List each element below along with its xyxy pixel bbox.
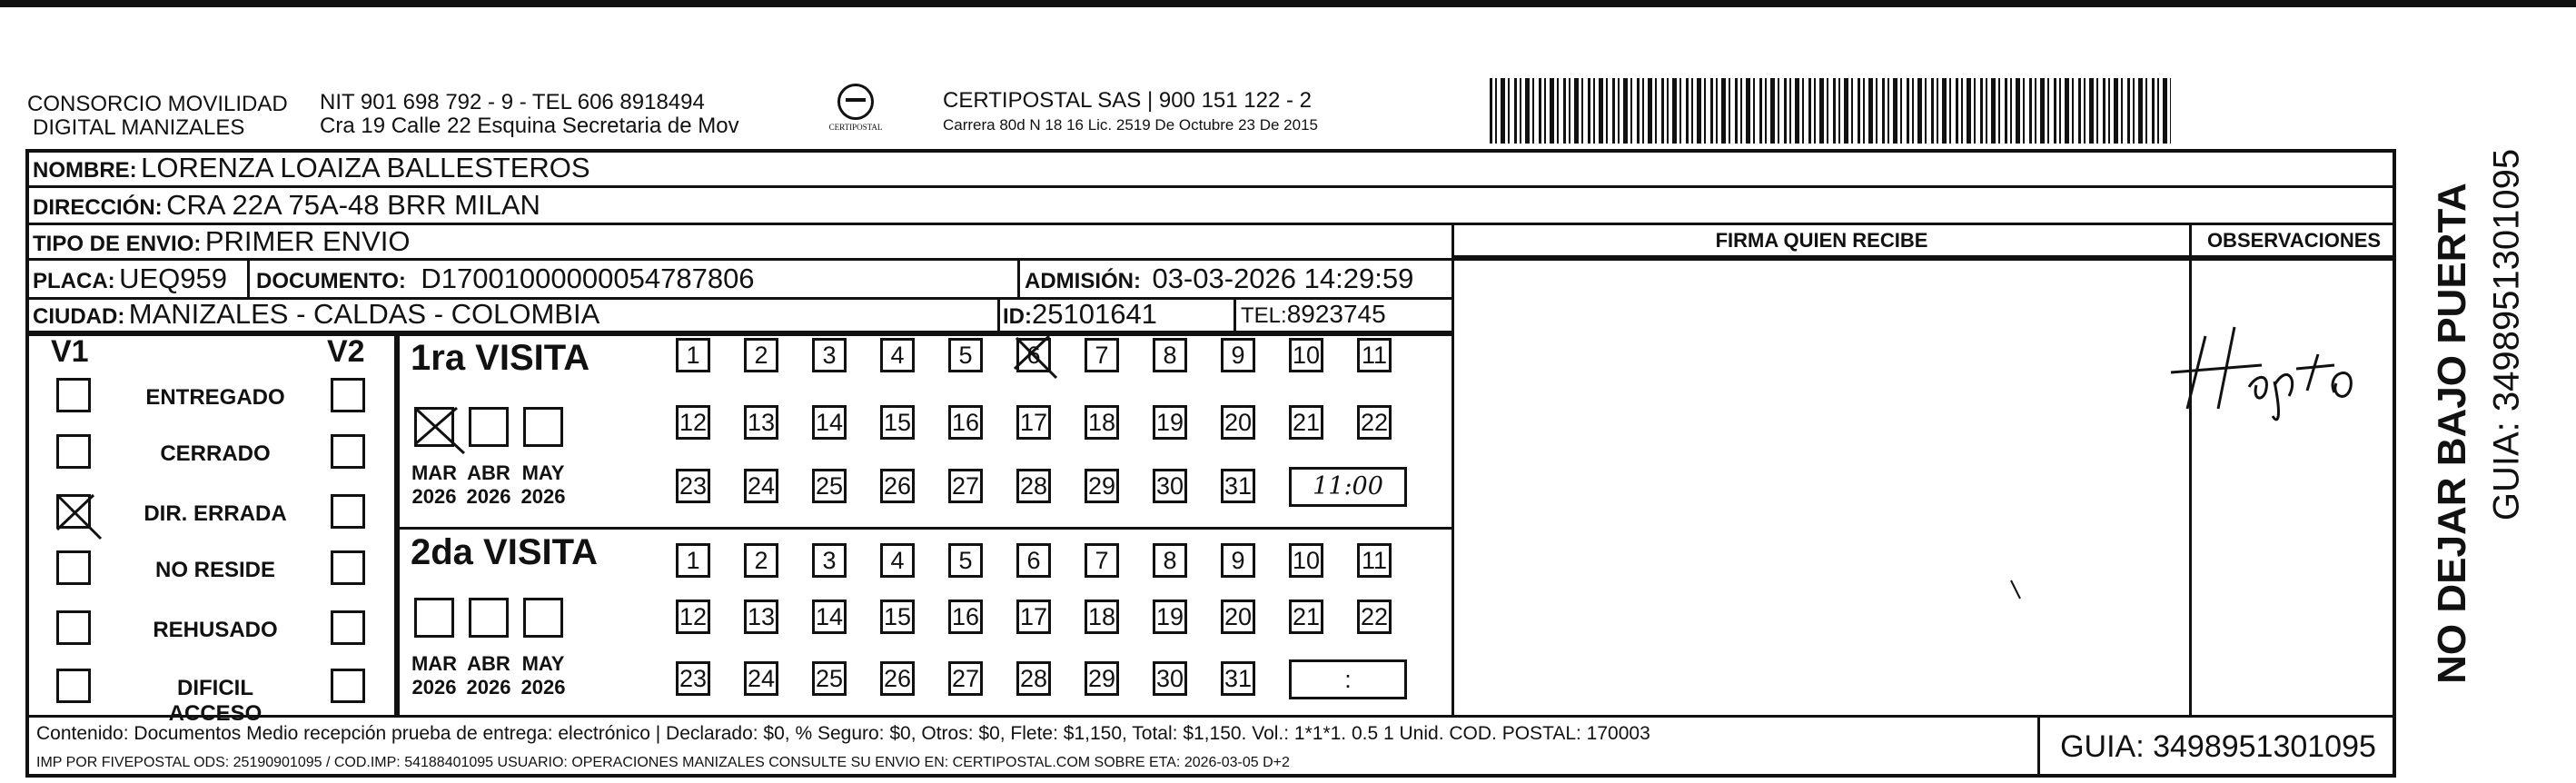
v1-label: V1 xyxy=(51,334,89,369)
side-guia-text: GUIA: 3498951301095 xyxy=(2486,148,2527,521)
day-box[interactable]: 24 xyxy=(744,661,778,696)
nombre-value: LORENZA LOAIZA BALLESTEROS xyxy=(141,152,590,183)
day-box[interactable]: 26 xyxy=(880,469,915,503)
divider xyxy=(397,527,1451,530)
month-label xyxy=(463,461,514,509)
ciudad-row xyxy=(33,299,599,335)
org-contact xyxy=(320,91,739,138)
status-label: NO RESIDE xyxy=(154,558,276,582)
placa-label: PLACA: xyxy=(33,269,115,293)
v1-checkbox[interactable] xyxy=(56,494,91,529)
org-name-line1: CONSORCIO MOVILIDAD xyxy=(27,92,288,116)
guia-number: GUIA: 3498951301095 xyxy=(2060,729,2376,764)
id-label: ID: xyxy=(1003,304,1032,329)
v2-checkbox[interactable] xyxy=(331,610,365,645)
day-box[interactable]: 11 xyxy=(1357,543,1392,578)
month-name: MAY xyxy=(521,461,565,484)
ciudad-label: CIUDAD: xyxy=(33,304,125,329)
month-checkbox[interactable] xyxy=(523,407,563,447)
day-box[interactable]: 6 xyxy=(1016,338,1051,372)
placa-value: UEQ959 xyxy=(119,263,228,294)
v1-checkbox[interactable] xyxy=(56,434,91,469)
month-checkbox[interactable] xyxy=(469,598,509,638)
direccion-row xyxy=(33,190,540,226)
day-box[interactable]: 8 xyxy=(1153,543,1187,578)
day-box[interactable]: 16 xyxy=(948,405,983,440)
day-box[interactable]: 2 xyxy=(744,338,778,372)
day-box[interactable]: 3 xyxy=(812,338,847,372)
divider xyxy=(1017,258,1020,298)
day-box[interactable]: 28 xyxy=(1016,469,1051,503)
day-box[interactable]: 17 xyxy=(1016,600,1051,634)
day-box[interactable]: 10 xyxy=(1289,338,1323,372)
day-box[interactable]: 9 xyxy=(1221,543,1255,578)
day-box[interactable]: 24 xyxy=(744,469,778,503)
day-box[interactable]: 11 xyxy=(1357,338,1392,372)
month-year: 2026 xyxy=(520,676,566,699)
day-check-mark xyxy=(1016,338,1017,339)
day-box[interactable]: 14 xyxy=(812,600,847,634)
month-name: MAR xyxy=(411,461,458,484)
v1-checkbox[interactable] xyxy=(56,550,91,585)
day-box[interactable]: 28 xyxy=(1016,661,1051,696)
tipo-envio-label: TIPO DE ENVIO: xyxy=(33,232,202,256)
day-box[interactable]: 9 xyxy=(1221,338,1255,372)
day-box[interactable]: 23 xyxy=(676,661,710,696)
nit-line: NIT 901 698 792 - 9 - TEL 606 8918494 xyxy=(320,90,705,114)
day-box[interactable]: 3 xyxy=(812,543,847,578)
month-checkbox[interactable] xyxy=(414,598,454,638)
day-box[interactable]: 10 xyxy=(1289,543,1323,578)
day-box[interactable]: 13 xyxy=(744,600,778,634)
day-box[interactable]: 20 xyxy=(1221,600,1255,634)
month-label xyxy=(463,652,514,699)
v1-checkbox[interactable] xyxy=(56,610,91,645)
direccion-label: DIRECCIÓN: xyxy=(33,195,163,220)
day-box[interactable]: 26 xyxy=(880,661,915,696)
day-box[interactable]: 6 xyxy=(1016,543,1051,578)
month-year: 2026 xyxy=(466,676,511,699)
footer-contents: Contenido: Documentos Medio recepción prueba de entrega: electrónico | Declarado: $0, % Seguro: $0, Otros: $0, Flete: $1,150, Total: $1,150. Vol.: 1*1*1. 0.5 1 Unid. COD. POSTAL: 170003 xyxy=(36,723,1650,744)
day-box[interactable]: 20 xyxy=(1221,405,1255,440)
logo-text: CERTIPOSTAL xyxy=(828,123,883,132)
day-box[interactable]: 29 xyxy=(1085,661,1119,696)
v2-checkbox[interactable] xyxy=(331,434,365,469)
month-label xyxy=(409,652,460,699)
day-box[interactable]: 7 xyxy=(1085,543,1119,578)
day-box[interactable]: 1 xyxy=(676,543,710,578)
logo-icon xyxy=(837,84,874,120)
status-label: DIR. ERRADA xyxy=(144,501,287,526)
time-box[interactable]: 11:00 xyxy=(1289,467,1407,507)
month-label xyxy=(409,461,460,509)
org-name-line2: DIGITAL MANIZALES xyxy=(33,115,245,140)
status-label: ENTREGADO xyxy=(145,385,285,410)
day-box[interactable]: 4 xyxy=(880,543,915,578)
documento-label: DOCUMENTO: xyxy=(256,269,406,293)
v1-checkbox[interactable] xyxy=(56,669,91,703)
day-box[interactable]: 14 xyxy=(812,405,847,440)
day-box[interactable]: 5 xyxy=(948,543,983,578)
first-visit-title: 1ra VISITA xyxy=(411,338,590,378)
ciudad-value: MANIZALES - CALDAS - COLOMBIA xyxy=(128,298,600,330)
day-box[interactable]: 7 xyxy=(1085,338,1119,372)
month-checkbox[interactable] xyxy=(414,407,454,447)
divider xyxy=(1234,297,1236,333)
divider xyxy=(247,258,250,298)
stray-mark xyxy=(2007,577,2026,604)
day-box[interactable]: 12 xyxy=(676,405,710,440)
company-info xyxy=(943,89,1318,134)
firma-header: FIRMA QUIEN RECIBE xyxy=(1715,229,1928,252)
day-box[interactable]: 21 xyxy=(1289,405,1323,440)
observaciones-handwriting xyxy=(2162,309,2389,427)
month-name: MAR xyxy=(411,652,458,675)
tel-field xyxy=(1241,299,1386,334)
divider xyxy=(397,333,400,715)
v1-checkbox[interactable] xyxy=(56,378,91,412)
day-box[interactable]: 25 xyxy=(812,469,847,503)
signature-area[interactable] xyxy=(1454,261,2189,715)
day-box[interactable]: 2 xyxy=(744,543,778,578)
month-checkbox[interactable] xyxy=(469,407,509,447)
time-box[interactable]: : xyxy=(1289,659,1407,699)
org-name xyxy=(27,93,288,140)
nombre-label: NOMBRE: xyxy=(33,158,137,183)
footer-imp-info: IMP POR FIVEPOSTAL ODS: 25190901095 / COD.IMP: 54188401095 USUARIO: OPERACIONES MANIZALES CONSULTE SU ENVIO EN: CERTIPOSTAL.COM SOBRE ETA: 2026-03-05 D+2 xyxy=(36,755,1290,770)
no-dejar-notice: NO DEJAR BAJO PUERTA xyxy=(2430,183,2474,684)
divider xyxy=(25,715,2396,718)
handwriting-text: Hapto xyxy=(2162,309,2165,310)
tel-value: 8923745 xyxy=(1286,300,1386,328)
day-box[interactable]: 31 xyxy=(1221,469,1255,503)
license-line: Carrera 80d N 18 16 Lic. 2519 De Octubre 23 De 2015 xyxy=(943,116,1318,134)
top-edge-line xyxy=(0,0,2576,7)
divider xyxy=(997,297,1000,333)
direccion-value: CRA 22A 75A-48 BRR MILAN xyxy=(166,189,540,221)
day-box[interactable]: 18 xyxy=(1085,600,1119,634)
day-box[interactable]: 27 xyxy=(948,469,983,503)
day-box[interactable]: 21 xyxy=(1289,600,1323,634)
day-box[interactable]: 30 xyxy=(1153,661,1187,696)
nombre-row xyxy=(33,153,590,189)
admision-label: ADMISIÓN: xyxy=(1025,269,1141,293)
month-year: 2026 xyxy=(411,676,457,699)
v2-label: V2 xyxy=(327,334,365,369)
month-label xyxy=(518,461,569,509)
month-year: 2026 xyxy=(411,485,457,508)
day-box[interactable]: 8 xyxy=(1153,338,1187,372)
day-box[interactable]: 27 xyxy=(948,661,983,696)
day-box[interactable]: 22 xyxy=(1357,600,1392,634)
v2-checkbox[interactable] xyxy=(331,669,365,703)
id-field xyxy=(1003,299,1157,335)
day-box[interactable]: 18 xyxy=(1085,405,1119,440)
day-box[interactable]: 31 xyxy=(1221,661,1255,696)
certipostal-logo xyxy=(828,84,883,138)
admision-value: 03-03-2026 14:29:59 xyxy=(1152,263,1414,294)
month-name: ABR xyxy=(467,461,510,484)
day-box[interactable]: 15 xyxy=(880,600,915,634)
month-checkbox[interactable] xyxy=(523,598,563,638)
day-box[interactable]: 22 xyxy=(1357,405,1392,440)
status-label: DIFICIL ACCESO xyxy=(168,676,263,726)
divider xyxy=(1451,255,2396,258)
day-box[interactable]: 30 xyxy=(1153,469,1187,503)
status-label: CERRADO xyxy=(160,441,271,466)
admision-field xyxy=(1025,263,1413,300)
month-year: 2026 xyxy=(466,485,511,508)
tel-label: TEL: xyxy=(1241,303,1287,328)
day-box[interactable]: 4 xyxy=(880,338,915,372)
documento-field xyxy=(256,263,755,300)
day-box[interactable]: 25 xyxy=(812,661,847,696)
company-line: CERTIPOSTAL SAS | 900 151 122 - 2 xyxy=(943,88,1312,113)
observaciones-header: OBSERVACIONES xyxy=(2206,229,2382,252)
month-name: MAY xyxy=(521,652,565,675)
day-box[interactable]: 1 xyxy=(676,338,710,372)
month-year: 2026 xyxy=(520,485,566,508)
address-line: Cra 19 Calle 22 Esquina Secretaria de Mov xyxy=(320,114,739,138)
month-name: ABR xyxy=(467,652,510,675)
day-box[interactable]: 15 xyxy=(880,405,915,440)
day-box[interactable]: 23 xyxy=(676,469,710,503)
day-box[interactable]: 16 xyxy=(948,600,983,634)
month-label xyxy=(518,652,569,699)
v2-checkbox[interactable] xyxy=(331,378,365,412)
day-box[interactable]: 5 xyxy=(948,338,983,372)
day-box[interactable]: 12 xyxy=(676,600,710,634)
second-visit-title: 2da VISITA xyxy=(411,532,598,572)
documento-value: D17001000000054787806 xyxy=(421,263,755,294)
v2-checkbox[interactable] xyxy=(331,494,365,529)
tipo-envio-value: PRIMER ENVIO xyxy=(204,225,411,257)
tipo-envio-row xyxy=(33,226,410,263)
placa-field xyxy=(33,263,227,300)
day-box[interactable]: 29 xyxy=(1085,469,1119,503)
day-box[interactable]: 19 xyxy=(1153,405,1187,440)
id-value: 25101641 xyxy=(1032,298,1157,330)
day-box[interactable]: 19 xyxy=(1153,600,1187,634)
barcode xyxy=(1490,78,2171,144)
day-box[interactable]: 17 xyxy=(1016,405,1051,440)
status-label: REHUSADO xyxy=(153,618,278,642)
v2-checkbox[interactable] xyxy=(331,550,365,585)
day-box[interactable]: 13 xyxy=(744,405,778,440)
